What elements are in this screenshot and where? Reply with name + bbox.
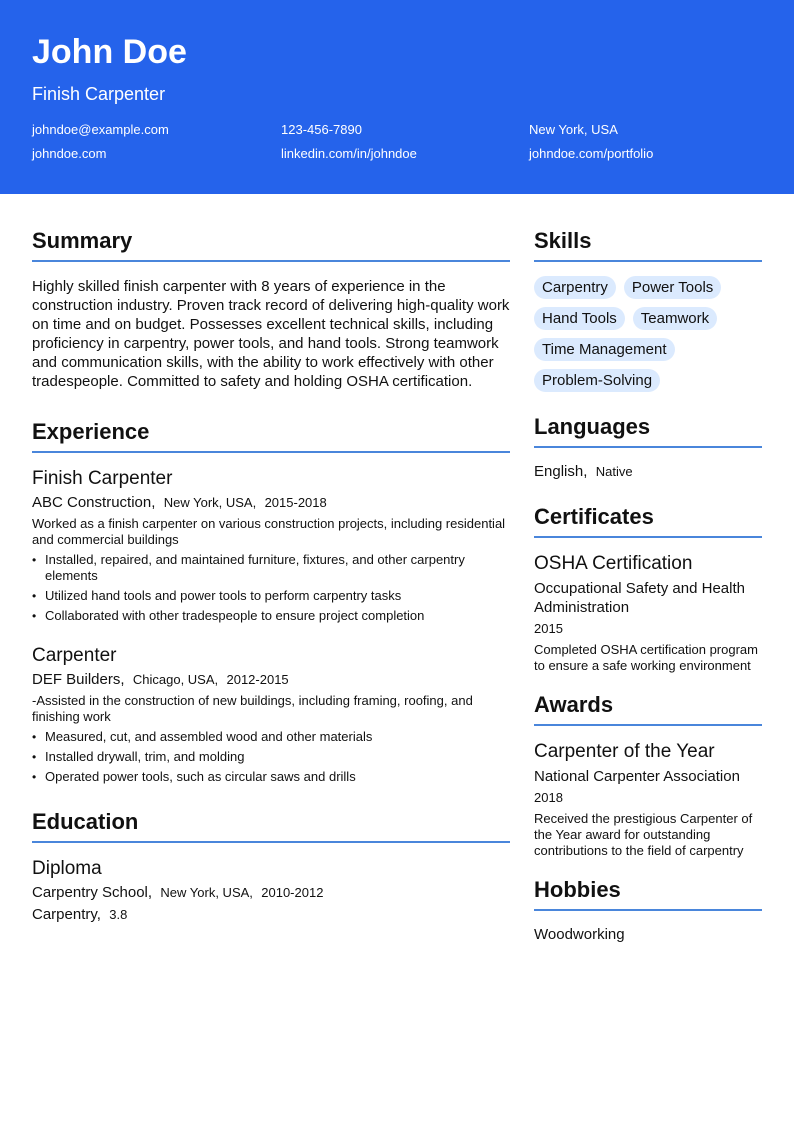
contact-linkedin[interactable]: linkedin.com/in/johndoe: [281, 146, 417, 161]
certificate-title: OSHA Certification: [534, 553, 693, 574]
candidate-name: John Doe: [32, 33, 187, 71]
job-bullet: • Installed, repaired, and maintained furniture, fixtures, and other carpentry elements: [32, 552, 510, 584]
awards-heading: Awards: [534, 688, 762, 726]
job-title: Finish Carpenter: [32, 468, 173, 489]
job-bullets: [32, 552, 510, 624]
job-description: Worked as a finish carpenter on various construction projects, including residential and commercial buildings: [32, 516, 506, 547]
award-issuer: National Carpenter Association: [534, 768, 740, 785]
job-entry: [32, 644, 510, 785]
skill-chip: Problem-Solving: [534, 369, 660, 392]
education-dates: 2010-2012: [261, 885, 324, 900]
skill-chip: Carpentry: [534, 276, 616, 299]
job-meta: [32, 670, 510, 690]
education-location: New York, USA,: [160, 885, 253, 900]
award-year: 2018: [534, 790, 563, 805]
job-bullet: • Operated power tools, such as circular saws and drills: [32, 769, 510, 785]
skill-chip: Time Management: [534, 338, 675, 361]
skill-chip: Hand Tools: [534, 307, 625, 330]
certificates-heading: Certificates: [534, 500, 762, 538]
skill-chip: Power Tools: [624, 276, 721, 299]
languages-heading: Languages: [534, 410, 762, 448]
job-bullet: • Installed drywall, trim, and molding: [32, 749, 510, 765]
education-school: Carpentry School,: [32, 884, 153, 901]
award-title: Carpenter of the Year: [534, 741, 715, 762]
skills-heading: Skills: [534, 224, 762, 262]
side-column: [534, 224, 762, 945]
contact-email[interactable]: johndoe@example.com: [32, 122, 169, 137]
skill-chip: Teamwork: [633, 307, 717, 330]
education-heading: Education: [32, 805, 510, 843]
certificate-entry: [534, 552, 762, 674]
job-location: New York, USA,: [163, 495, 257, 510]
skills-list: [534, 276, 762, 392]
contact-phone[interactable]: 123-456-7890: [281, 122, 362, 137]
education-field: Carpentry,: [32, 906, 101, 923]
education-degree: Diploma: [32, 858, 102, 879]
hobby-item: Woodworking: [534, 926, 625, 943]
experience-heading: Experience: [32, 415, 510, 453]
education-field-row: [32, 905, 510, 925]
job-dates: 2015-2018: [264, 495, 327, 510]
job-company: ABC Construction,: [32, 494, 156, 511]
job-bullet: • Measured, cut, and assembled wood and other materials: [32, 729, 510, 745]
certificate-issuer: Occupational Safety and Health Administration: [534, 580, 745, 616]
job-title: Carpenter: [32, 645, 117, 666]
language-name: English,: [534, 463, 588, 480]
job-bullet: • Utilized hand tools and power tools to perform carpentry tasks: [32, 588, 510, 604]
candidate-title: Finish Carpenter: [32, 84, 166, 104]
award-description: Received the prestigious Carpenter of the Year award for outstanding contributions to the field of carpentry: [534, 811, 753, 858]
contact-website[interactable]: johndoe.com: [32, 146, 107, 161]
certificate-year: 2015: [534, 621, 563, 636]
contact-portfolio[interactable]: johndoe.com/portfolio: [529, 146, 654, 161]
summary-heading: Summary: [32, 224, 510, 262]
resume-header: [0, 0, 794, 194]
award-entry: [534, 740, 762, 859]
job-company: DEF Builders,: [32, 671, 125, 688]
language-level: Native: [595, 464, 633, 479]
job-description: -Assisted in the construction of new buildings, including framing, roofing, and finishing work: [32, 693, 473, 724]
language-item: [534, 462, 762, 482]
job-entry: [32, 467, 510, 624]
education-meta: [32, 883, 510, 903]
job-location: Chicago, USA,: [132, 672, 219, 687]
job-meta: [32, 493, 510, 513]
education-score: 3.8: [109, 907, 128, 922]
summary-text: Highly skilled finish carpenter with 8 years of experience in the construction industry. Proven track record of delivering high-quality work on time and on budget. Possesses excellent technical skills, including proficiency in carpentry, power tools, and hand tools. Strong teamwork and communication skills, with the ability to work effectively with other tradespeople. Committed to safety and holding OSHA certification.: [32, 278, 510, 390]
main-column: [32, 224, 510, 925]
job-bullet: • Collaborated with other tradespeople to ensure project completion: [32, 608, 510, 624]
job-dates: 2012-2015: [226, 672, 289, 687]
hobbies-heading: Hobbies: [534, 873, 762, 911]
contact-location: New York, USA: [529, 122, 618, 137]
job-bullets: [32, 729, 510, 785]
certificate-description: Completed OSHA certification program to ensure a safe working environment: [534, 642, 758, 673]
